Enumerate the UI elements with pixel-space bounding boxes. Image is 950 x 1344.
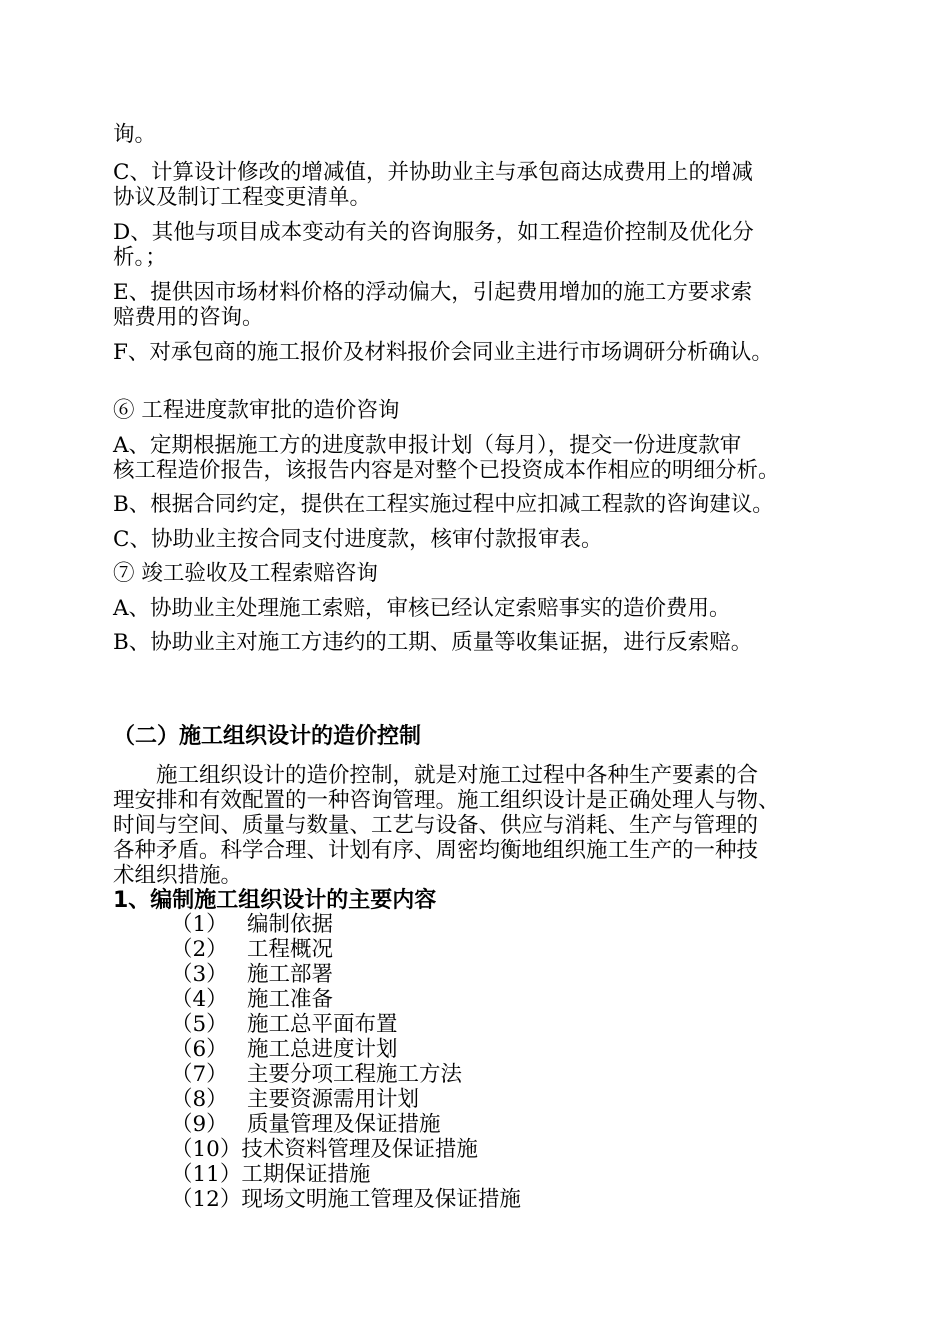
item-number: （4） [171,987,228,1012]
content-list-item [171,1188,521,1212]
item-number: （5） [171,1012,228,1037]
item-number: （1） [171,912,228,937]
item-text: 施工总平面布置 [247,1012,398,1037]
content-list-item [171,1063,462,1087]
paragraph-f-line1: F、对承包商的施工报价及材料报价会同业主进行市场调研分析确认。 [113,340,773,365]
content-list-item [171,1038,398,1062]
paragraph-c-line1: C、计算设计修改的增减值，并协助业主与承包商达成费用上的增减 [113,160,753,185]
section-6-b: B、根据合同约定，提供在工程实施过程中应扣减工程款的咨询建议。 [113,492,774,517]
content-list-item [171,1013,398,1037]
section-7-title: ⑦ 竣工验收及工程索赔咨询 [113,561,378,586]
section-7-b: B、协助业主对施工方违约的工期、质量等收集证据，进行反索赔。 [113,630,753,655]
item-text: 工程概况 [247,937,334,962]
content-list-item [171,1138,478,1162]
item-number: （3） [171,962,228,987]
item-number: （2） [171,937,228,962]
item-text: 质量管理及保证措施 [247,1112,441,1137]
item-number: （11） [171,1162,242,1187]
item-text: 施工总进度计划 [247,1037,398,1062]
content-list-item [171,913,333,937]
item-number: （8） [171,1087,228,1112]
item-text: 主要分项工程施工方法 [247,1062,463,1087]
item-number: （9） [171,1112,228,1137]
section-6-a-line1: A、定期根据施工方的进度款申报计划（每月），提交一份进度款审 [113,433,742,458]
section-6-a-line2: 核工程造价报告，该报告内容是对整个已投资成本作相应的明细分析。 [113,458,780,483]
part-2-body-line: 术组织措施。 [113,863,243,888]
part-2-subheading: 1、编制施工组织设计的主要内容 [113,888,437,913]
item-text: 施工部署 [247,962,334,987]
paragraph-line: 询。 [113,122,157,147]
content-list-item [171,1088,419,1112]
section-6-title: ⑥ 工程进度款审批的造价咨询 [113,398,400,423]
part-2-heading: （二）施工组织设计的造价控制 [113,724,422,749]
item-text: 技术资料管理及保证措施 [241,1137,478,1162]
content-list-item [171,1163,370,1187]
item-number: （7） [171,1062,228,1087]
paragraph-d-line1: D、其他与项目成本变动有关的咨询服务，如工程造价控制及优化分 [113,220,754,245]
paragraph-c-line2: 协议及制订工程变更清单。 [113,185,372,210]
paragraph-e-line1: E、提供因市场材料价格的浮动偏大，引起费用增加的施工方要求索 [113,280,753,305]
paragraph-d-line2: 析。； [113,245,167,270]
section-6-c: C、协助业主按合同支付进度款，核审付款报审表。 [113,527,603,552]
item-text: 施工准备 [247,987,334,1012]
content-list-item [171,988,333,1012]
item-text: 编制依据 [247,912,334,937]
part-2-body-line: 各种矛盾。科学合理、计划有序、周密均衡地组织施工生产的一种技 [113,838,759,863]
item-number: （10） [171,1137,242,1162]
part-2-body-line: 施工组织设计的造价控制，就是对施工过程中各种生产要素的合 [113,763,759,788]
paragraph-e-line2: 赔费用的咨询。 [113,305,264,330]
part-2-body-line: 理安排和有效配置的一种咨询管理。施工组织设计是正确处理人与物、 [113,788,780,813]
item-number: （12） [171,1187,242,1212]
item-text: 主要资源需用计划 [247,1087,420,1112]
item-text: 现场文明施工管理及保证措施 [241,1187,521,1212]
item-number: （6） [171,1037,228,1062]
section-7-a: A、协助业主处理施工索赔，审核已经认定索赔事实的造价费用。 [113,596,731,621]
content-list-item [171,1113,441,1137]
content-list-item [171,938,333,962]
item-text: 工期保证措施 [241,1162,371,1187]
content-list-item [171,963,333,987]
part-2-body-line: 时间与空间、质量与数量、工艺与设备、供应与消耗、生产与管理的 [113,813,759,838]
